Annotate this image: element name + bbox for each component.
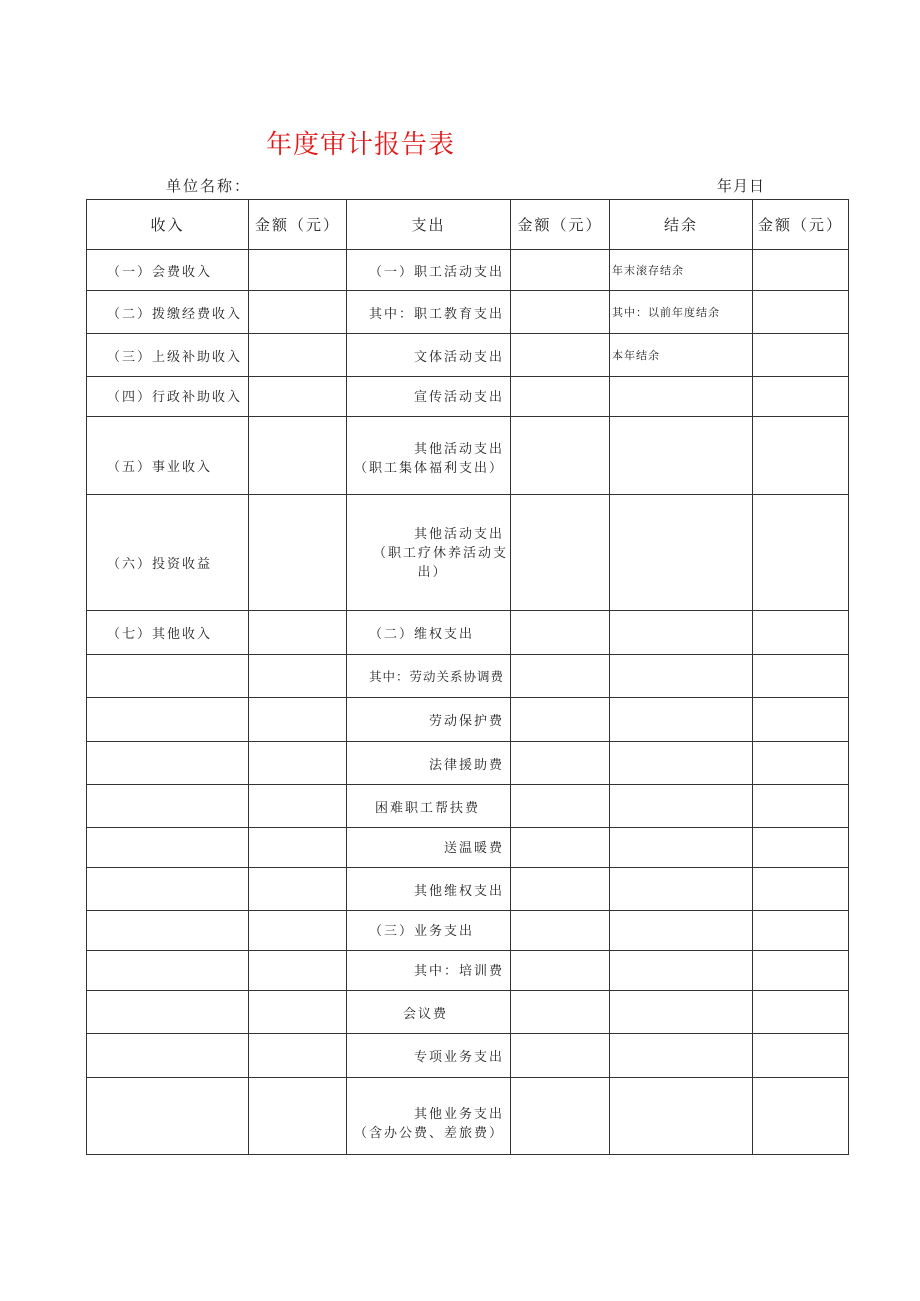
table-row (87, 495, 849, 611)
balance-amount-cell[interactable] (753, 334, 849, 377)
income-amount-cell[interactable] (249, 377, 347, 417)
table-row (87, 291, 849, 334)
expense-amount-cell[interactable] (511, 377, 610, 417)
balance-item-empty (610, 1078, 753, 1155)
balance-amount-cell[interactable] (753, 951, 849, 991)
table-row (87, 698, 849, 742)
table-row (87, 655, 849, 698)
balance-item-empty (610, 417, 753, 495)
header-expense-amount: 金额（元） (511, 200, 610, 250)
income-amount-cell[interactable] (249, 655, 347, 698)
expense-amount-cell[interactable] (511, 611, 610, 655)
income-amount-cell[interactable] (249, 417, 347, 495)
income-amount-cell[interactable] (249, 698, 347, 742)
table-row (87, 1078, 849, 1155)
table-row (87, 785, 849, 828)
balance-item-empty (610, 868, 753, 911)
expense-item: 会议费 (402, 1006, 448, 1022)
expense-amount-cell[interactable] (511, 698, 610, 742)
header-balance: 结余 (610, 200, 753, 250)
income-item-empty (87, 991, 249, 1034)
balance-amount-cell[interactable] (753, 698, 849, 742)
expense-item: （三）业务支出 (369, 923, 475, 939)
expense-amount-cell[interactable] (511, 495, 610, 611)
expense-item: 其中：职工教育支出 (368, 306, 504, 322)
table-header-row (87, 200, 849, 250)
balance-amount-cell[interactable] (753, 250, 849, 291)
income-item: （三）上级补助收入 (107, 349, 243, 365)
expense-item: （一）职工活动支出 (368, 264, 504, 280)
balance-item-empty (610, 742, 753, 785)
expense-amount-cell[interactable] (511, 655, 610, 698)
balance-item-empty (610, 828, 753, 868)
expense-item-multiline (347, 521, 510, 584)
income-item: （二）拨缴经费收入 (107, 306, 243, 322)
balance-amount-cell[interactable] (753, 828, 849, 868)
balance-amount-cell[interactable] (753, 611, 849, 655)
expense-item: 其中：培训费 (413, 963, 504, 979)
table-row (87, 417, 849, 495)
income-item: （七）其他收入 (107, 627, 213, 642)
expense-amount-cell[interactable] (511, 1078, 610, 1155)
income-item-empty (87, 868, 249, 911)
balance-item-empty (610, 698, 753, 742)
income-amount-cell[interactable] (249, 1034, 347, 1078)
balance-amount-cell[interactable] (753, 1034, 849, 1078)
table-row (87, 250, 849, 291)
expense-item: （二）维权支出 (369, 627, 475, 642)
table-row (87, 868, 849, 911)
expense-item: 送温暖费 (443, 840, 504, 856)
balance-item: 年末滚存结余 (612, 264, 684, 277)
table-row (87, 991, 849, 1034)
expense-line: 其他活动支出 (413, 527, 504, 542)
income-item-empty (87, 742, 249, 785)
balance-amount-cell[interactable] (753, 785, 849, 828)
table-row (87, 611, 849, 655)
income-amount-cell[interactable] (249, 1078, 347, 1155)
balance-amount-cell[interactable] (753, 1078, 849, 1155)
expense-item: 宣传活动支出 (413, 389, 504, 405)
balance-item-empty (610, 951, 753, 991)
balance-item-empty (610, 1034, 753, 1078)
expense-item: 专项业务支出 (413, 1050, 504, 1065)
income-amount-cell[interactable] (249, 951, 347, 991)
expense-item-multiline (347, 1085, 510, 1147)
expense-amount-cell[interactable] (511, 291, 610, 334)
income-amount-cell[interactable] (249, 828, 347, 868)
income-item: （六）投资收益 (107, 557, 213, 572)
expense-amount-cell[interactable] (511, 250, 610, 291)
income-amount-cell[interactable] (249, 611, 347, 655)
table-row (87, 377, 849, 417)
expense-amount-cell[interactable] (511, 334, 610, 377)
income-amount-cell[interactable] (249, 991, 347, 1034)
income-amount-cell[interactable] (249, 785, 347, 828)
income-item-empty (87, 1034, 249, 1078)
income-amount-cell[interactable] (249, 250, 347, 291)
expense-line: 其他业务支出 (413, 1107, 504, 1122)
balance-item-empty (610, 611, 753, 655)
expense-line: 出） (417, 565, 448, 580)
table-row (87, 951, 849, 991)
balance-amount-cell[interactable] (753, 911, 849, 951)
expense-item: 其他维权支出 (413, 883, 504, 899)
table-row (87, 911, 849, 951)
expense-item: 其中：劳动关系协调费 (368, 669, 504, 684)
header-balance-amount: 金额（元） (753, 200, 849, 250)
expense-line: （职工集体福利支出） (353, 460, 504, 476)
income-item: （一）会费收入 (107, 264, 213, 280)
income-amount-cell[interactable] (249, 334, 347, 377)
date-label: 年月日 (717, 177, 766, 195)
balance-amount-cell[interactable] (753, 868, 849, 911)
expense-item: 困难职工帮扶费 (375, 800, 481, 816)
expense-amount-cell[interactable] (511, 868, 610, 911)
table-row (87, 1034, 849, 1078)
balance-item-empty (610, 991, 753, 1034)
balance-amount-cell[interactable] (753, 417, 849, 495)
table-row (87, 828, 849, 868)
expense-item-multiline (347, 430, 510, 482)
audit-report-table (86, 199, 849, 1155)
expense-amount-cell[interactable] (511, 1034, 610, 1078)
income-amount-cell[interactable] (249, 911, 347, 951)
income-amount-cell[interactable] (249, 742, 347, 785)
income-amount-cell[interactable] (249, 291, 347, 334)
expense-amount-cell[interactable] (511, 417, 610, 495)
expense-line: （含办公费、差旅费） (353, 1126, 504, 1141)
expense-line: 其他活动支出 (413, 441, 504, 457)
income-item-empty (87, 698, 249, 742)
balance-amount-cell[interactable] (753, 991, 849, 1034)
balance-item-empty (610, 377, 753, 417)
income-amount-cell[interactable] (249, 495, 347, 611)
balance-amount-cell[interactable] (753, 495, 849, 611)
table-row (87, 334, 849, 377)
header-income: 收入 (87, 200, 249, 250)
balance-amount-cell[interactable] (753, 377, 849, 417)
balance-item-empty (610, 655, 753, 698)
expense-amount-cell[interactable] (511, 742, 610, 785)
expense-item: 文体活动支出 (413, 349, 504, 365)
balance-item-empty (610, 495, 753, 611)
table-row (87, 742, 849, 785)
balance-amount-cell[interactable] (753, 742, 849, 785)
income-item-empty (87, 911, 249, 951)
expense-amount-cell[interactable] (511, 911, 610, 951)
income-item-empty (87, 655, 249, 698)
balance-item-empty (610, 785, 753, 828)
expense-amount-cell[interactable] (511, 828, 610, 868)
header-income-amount: 金额（元） (249, 200, 347, 250)
expense-item: 法律援助费 (428, 757, 504, 773)
expense-line: （职工疗休养活动支 (372, 546, 508, 561)
page-title: 年度审计报告表 (266, 130, 456, 160)
expense-amount-cell[interactable] (511, 991, 610, 1034)
balance-item: 其中：以前年度结余 (612, 306, 720, 319)
income-amount-cell[interactable] (249, 868, 347, 911)
income-item: （四）行政补助收入 (107, 389, 243, 405)
income-item: （五）事业收入 (107, 460, 213, 475)
header-expense: 支出 (347, 200, 511, 250)
balance-amount-cell[interactable] (753, 291, 849, 334)
expense-item: 劳动保护费 (428, 714, 504, 729)
unit-name-label: 单位名称： (166, 177, 252, 195)
income-item-empty (87, 828, 249, 868)
income-item-empty (87, 1078, 249, 1155)
balance-item-empty (610, 911, 753, 951)
income-item-empty (87, 785, 249, 828)
expense-amount-cell[interactable] (511, 785, 610, 828)
income-item-empty (87, 951, 249, 991)
balance-item: 本年结余 (612, 349, 660, 362)
expense-amount-cell[interactable] (511, 951, 610, 991)
balance-amount-cell[interactable] (753, 655, 849, 698)
